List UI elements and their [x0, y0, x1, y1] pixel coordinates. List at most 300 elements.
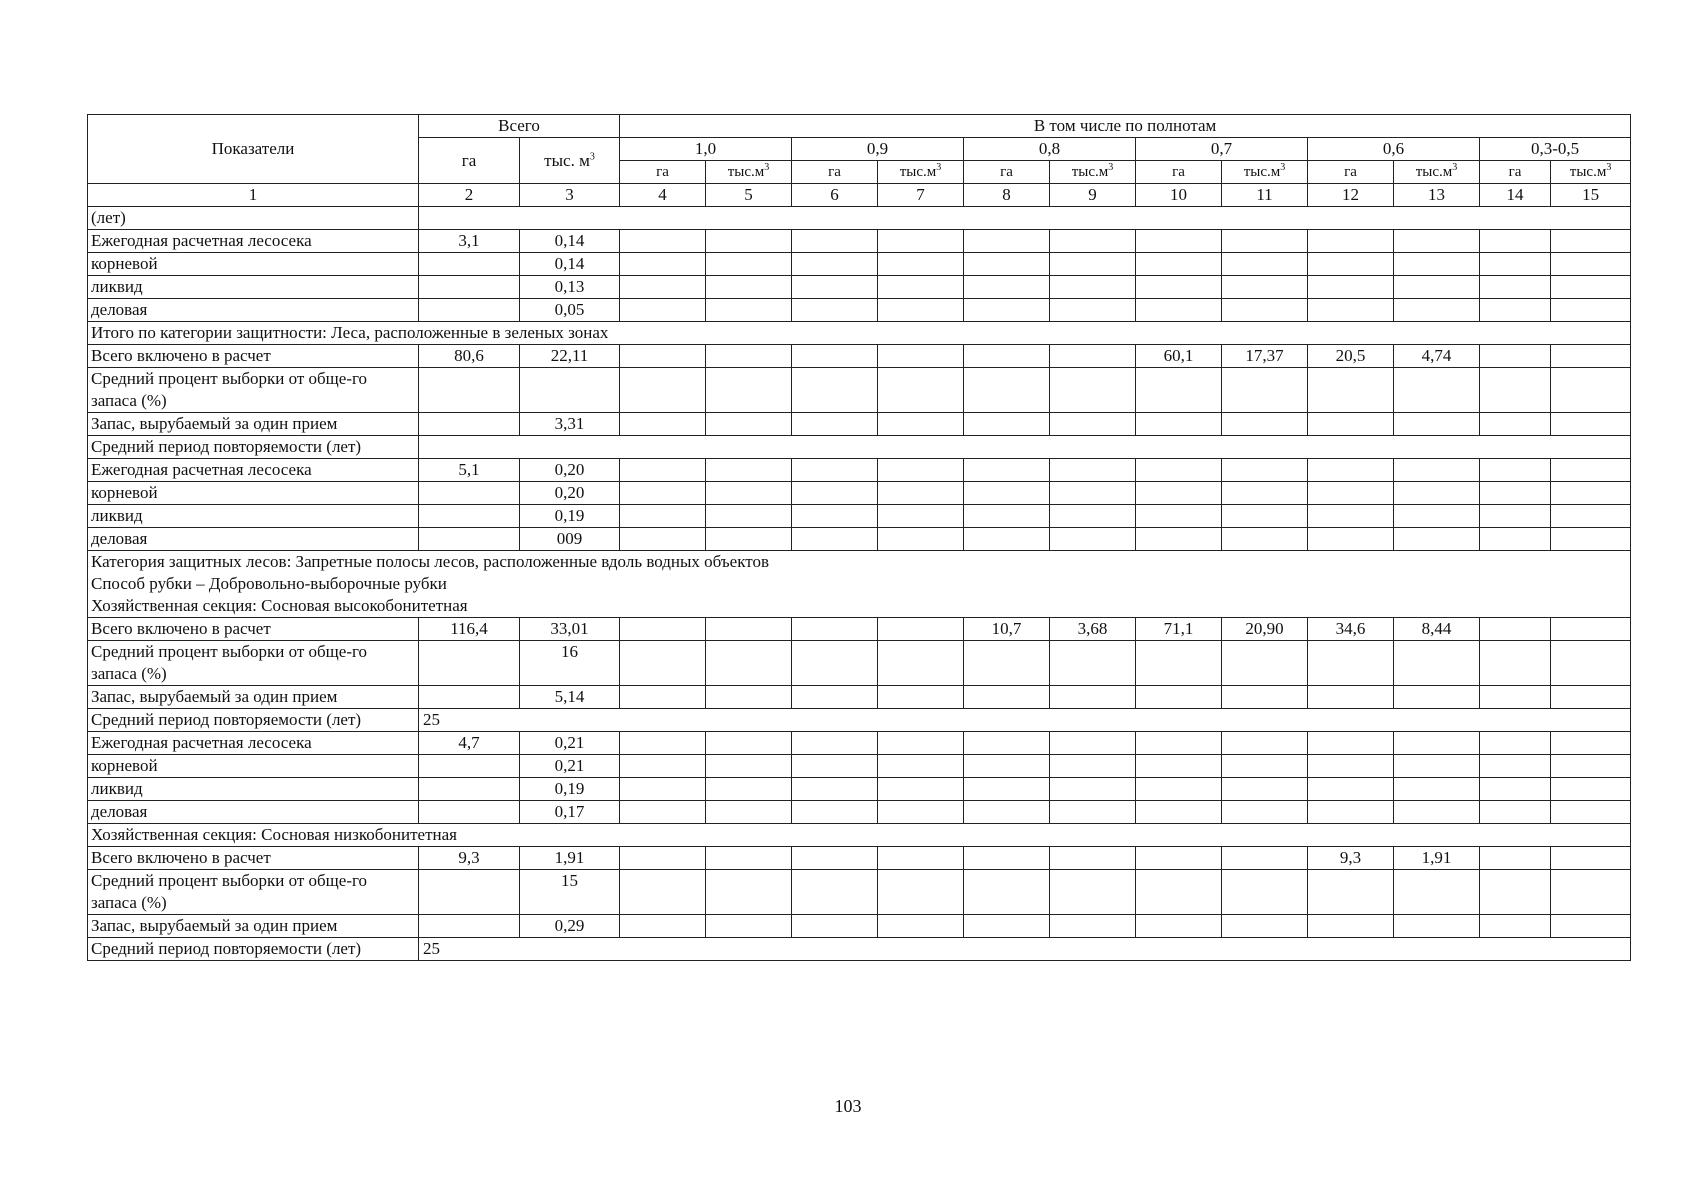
table-cell: 3,68	[1050, 618, 1136, 641]
table-cell	[1394, 870, 1480, 915]
table-cell: 9,3	[1308, 847, 1394, 870]
table-cell	[706, 505, 792, 528]
table-cell: 4,7	[419, 732, 520, 755]
table-cell	[1222, 778, 1308, 801]
table-cell	[792, 253, 878, 276]
table-cell	[1050, 641, 1136, 686]
table-cell	[620, 368, 706, 413]
table-cell	[1308, 778, 1394, 801]
table-cell	[1136, 299, 1222, 322]
table-cell	[706, 482, 792, 505]
table-cell: 33,01	[520, 618, 620, 641]
table-cell	[1050, 801, 1136, 824]
header-unit-volume	[1394, 161, 1480, 184]
table-cell: 5,14	[520, 686, 620, 709]
table-cell	[878, 368, 964, 413]
column-number: 14	[1480, 184, 1551, 207]
table-cell	[1308, 253, 1394, 276]
table-cell	[1394, 459, 1480, 482]
table-cell	[964, 459, 1050, 482]
column-number: 2	[419, 184, 520, 207]
header-superscript: 3	[1606, 162, 1612, 173]
header-unit-volume	[1050, 161, 1136, 184]
table-cell	[1394, 299, 1480, 322]
table-row	[88, 253, 1631, 276]
table-row	[88, 847, 1631, 870]
header-unit-volume-text: тыс.м	[1415, 164, 1453, 180]
table-cell	[1222, 686, 1308, 709]
table-cell	[878, 253, 964, 276]
table-cell	[1308, 641, 1394, 686]
header-superscript: 3	[1280, 162, 1286, 173]
table-row	[88, 207, 1631, 230]
table-cell	[878, 482, 964, 505]
table-cell	[964, 276, 1050, 299]
table-row	[88, 505, 1631, 528]
table-cell	[1050, 253, 1136, 276]
header-unit-volume	[878, 161, 964, 184]
table-cell: 20,5	[1308, 345, 1394, 368]
table-cell	[792, 801, 878, 824]
table-cell: 60,1	[1136, 345, 1222, 368]
header-unit-ha: га	[1308, 161, 1394, 184]
table-row	[88, 618, 1631, 641]
table-cell	[964, 253, 1050, 276]
column-number: 12	[1308, 184, 1394, 207]
table-cell	[792, 755, 878, 778]
header-superscript: 3	[1452, 162, 1458, 173]
section-heading-row	[88, 551, 1631, 618]
row-label: Всего включено в расчет	[88, 618, 419, 641]
table-cell	[706, 276, 792, 299]
table-cell	[878, 641, 964, 686]
table-cell	[1551, 641, 1631, 686]
section-heading-line: Хозяйственная секция: Сосновая низкобонитетная	[91, 825, 457, 844]
row-label: деловая	[88, 801, 419, 824]
header-density: 0,3-0,5	[1480, 138, 1631, 161]
table-row	[88, 709, 1631, 732]
row-label: Всего включено в расчет	[88, 345, 419, 368]
table-cell	[706, 641, 792, 686]
table-cell	[706, 618, 792, 641]
table-cell	[1136, 459, 1222, 482]
table-cell	[878, 505, 964, 528]
table-cell	[1222, 230, 1308, 253]
section-heading	[88, 322, 1631, 345]
table-cell	[1308, 870, 1394, 915]
column-number: 8	[964, 184, 1050, 207]
table-cell	[1308, 755, 1394, 778]
table-cell	[1222, 732, 1308, 755]
table-cell	[878, 459, 964, 482]
table-cell	[1308, 368, 1394, 413]
table-row	[88, 938, 1631, 961]
table-cell	[1050, 915, 1136, 938]
table-cell	[1050, 686, 1136, 709]
table-cell	[1551, 413, 1631, 436]
column-number: 10	[1136, 184, 1222, 207]
table-cell	[1136, 686, 1222, 709]
table-cell	[1050, 528, 1136, 551]
table-cell	[964, 870, 1050, 915]
table-cell: 8,44	[1394, 618, 1480, 641]
table-cell	[620, 915, 706, 938]
table-cell	[1480, 230, 1551, 253]
header-unit-ha: га	[1480, 161, 1551, 184]
header-unit-ha: га	[620, 161, 706, 184]
table-cell	[1222, 276, 1308, 299]
table-cell: 4,74	[1394, 345, 1480, 368]
section-heading	[88, 551, 1631, 618]
table-cell	[1222, 915, 1308, 938]
table-cell	[878, 528, 964, 551]
table-cell	[419, 870, 520, 915]
table-cell	[1480, 801, 1551, 824]
table-body	[88, 207, 1631, 961]
row-label: Ежегодная расчетная лесосека	[88, 732, 419, 755]
table-cell	[1480, 253, 1551, 276]
table-cell	[1136, 915, 1222, 938]
row-label: Запас, вырубаемый за один прием	[88, 686, 419, 709]
table-cell	[1050, 345, 1136, 368]
column-number: 5	[706, 184, 792, 207]
section-heading-line: Способ рубки – Добровольно-выборочные рубки	[91, 574, 447, 593]
table-cell: 0,21	[520, 755, 620, 778]
table-cell	[1480, 505, 1551, 528]
table-cell	[1136, 755, 1222, 778]
section-heading-line: Итого по категории защитности: Леса, расположенные в зеленых зонах	[91, 323, 609, 342]
table-cell	[792, 413, 878, 436]
table-cell	[1136, 870, 1222, 915]
table-cell	[792, 482, 878, 505]
table-cell	[1050, 847, 1136, 870]
table-cell: 0,14	[520, 230, 620, 253]
table-row	[88, 528, 1631, 551]
row-label: Всего включено в расчет	[88, 847, 419, 870]
table-cell	[1480, 778, 1551, 801]
table-row	[88, 299, 1631, 322]
table-cell: 80,6	[419, 345, 520, 368]
table-cell	[1394, 505, 1480, 528]
table-cell	[1222, 870, 1308, 915]
table-cell	[964, 686, 1050, 709]
table-cell	[1136, 253, 1222, 276]
table-cell	[1222, 641, 1308, 686]
table-cell	[878, 230, 964, 253]
table-cell	[964, 732, 1050, 755]
table-cell	[1050, 230, 1136, 253]
table-cell	[419, 413, 520, 436]
table-cell	[1136, 528, 1222, 551]
table-cell: 17,37	[1222, 345, 1308, 368]
table-cell	[1394, 778, 1480, 801]
table-cell: 71,1	[1136, 618, 1222, 641]
table-cell	[1394, 755, 1480, 778]
header-superscript: 3	[1108, 162, 1114, 173]
table-row	[88, 368, 1631, 413]
header-unit-ha: га	[1136, 161, 1222, 184]
table-cell	[792, 870, 878, 915]
table-cell	[620, 618, 706, 641]
table-cell	[1050, 505, 1136, 528]
header-unit-volume-text: тыс.м	[1071, 164, 1109, 180]
table-cell	[1222, 755, 1308, 778]
table-cell	[1308, 915, 1394, 938]
row-label: Средний процент выборки от обще-го запаса (%)	[88, 641, 419, 686]
section-heading-row	[88, 824, 1631, 847]
table-row	[88, 686, 1631, 709]
table-cell	[792, 847, 878, 870]
table-cell	[964, 299, 1050, 322]
section-heading	[88, 824, 1631, 847]
table-cell	[792, 345, 878, 368]
table-cell: 15	[520, 870, 620, 915]
table-cell	[1136, 505, 1222, 528]
table-cell	[419, 505, 520, 528]
table-cell	[620, 230, 706, 253]
section-heading-line: Хозяйственная секция: Сосновая высокобонитетная	[91, 596, 468, 615]
table-cell	[620, 641, 706, 686]
table-cell	[1394, 641, 1480, 686]
column-number: 7	[878, 184, 964, 207]
row-label: (лет)	[88, 207, 419, 230]
row-label: Средний период повторяемости (лет)	[88, 938, 419, 961]
column-number: 9	[1050, 184, 1136, 207]
table-row	[88, 732, 1631, 755]
table-cell	[1050, 732, 1136, 755]
table-cell	[1222, 528, 1308, 551]
table-cell	[1394, 413, 1480, 436]
table-cell	[792, 778, 878, 801]
header-superscript: 3	[764, 162, 770, 173]
table-cell: 0,14	[520, 253, 620, 276]
row-label: Запас, вырубаемый за один прием	[88, 915, 419, 938]
table-cell	[419, 482, 520, 505]
table-cell	[1551, 299, 1631, 322]
table-cell	[1551, 732, 1631, 755]
table-cell	[620, 413, 706, 436]
table-cell	[1551, 459, 1631, 482]
table-cell	[419, 299, 520, 322]
table-cell	[620, 732, 706, 755]
table-cell	[792, 368, 878, 413]
table-cell	[1050, 459, 1136, 482]
table-row	[88, 870, 1631, 915]
row-label: Средний процент выборки от обще-го запаса (%)	[88, 368, 419, 413]
table-cell	[419, 253, 520, 276]
table-cell	[1222, 253, 1308, 276]
table-cell	[1480, 847, 1551, 870]
table-cell	[1050, 778, 1136, 801]
table-cell	[1551, 253, 1631, 276]
table-cell	[1480, 528, 1551, 551]
table-cell	[792, 276, 878, 299]
table-cell: 0,19	[520, 778, 620, 801]
table-cell: 0,21	[520, 732, 620, 755]
row-label: Запас, вырубаемый за один прием	[88, 413, 419, 436]
table-cell	[878, 299, 964, 322]
table-cell	[1308, 459, 1394, 482]
table-cell	[1222, 368, 1308, 413]
table-cell	[878, 870, 964, 915]
table-row	[88, 778, 1631, 801]
table-cell	[1394, 482, 1480, 505]
table-cell	[706, 870, 792, 915]
table-cell	[620, 847, 706, 870]
row-label: Ежегодная расчетная лесосека	[88, 230, 419, 253]
table-cell	[419, 368, 520, 413]
table-cell	[1480, 641, 1551, 686]
table-cell	[1551, 528, 1631, 551]
table-cell	[964, 847, 1050, 870]
table-cell	[878, 778, 964, 801]
table-row	[88, 230, 1631, 253]
table-cell	[1222, 847, 1308, 870]
table-cell	[706, 230, 792, 253]
table-cell	[419, 801, 520, 824]
table-cell	[706, 299, 792, 322]
forest-calculation-table	[87, 114, 1631, 961]
table-cell	[1222, 413, 1308, 436]
table-cell	[964, 755, 1050, 778]
header-density: 0,8	[964, 138, 1136, 161]
table-cell: 0,29	[520, 915, 620, 938]
table-cell	[964, 505, 1050, 528]
header-total: Всего	[419, 115, 620, 138]
table-cell	[1308, 413, 1394, 436]
table-cell	[419, 686, 520, 709]
table-cell	[1394, 253, 1480, 276]
row-label: корневой	[88, 253, 419, 276]
table-cell	[1308, 299, 1394, 322]
table-cell	[419, 755, 520, 778]
table-cell	[1551, 686, 1631, 709]
table-cell	[419, 915, 520, 938]
header-column-numbers	[88, 184, 1631, 207]
row-span-value: 25	[419, 709, 1631, 732]
header-superscript: 3	[936, 162, 942, 173]
table-cell	[964, 345, 1050, 368]
table-cell	[1551, 915, 1631, 938]
table-cell	[1480, 368, 1551, 413]
row-label: корневой	[88, 482, 419, 505]
table-cell	[964, 368, 1050, 413]
table-cell	[964, 915, 1050, 938]
section-heading-line: Категория защитных лесов: Запретные полосы лесов, расположенные вдоль водных объектов	[91, 552, 769, 571]
table-cell	[620, 505, 706, 528]
table-cell	[1480, 618, 1551, 641]
table-row	[88, 755, 1631, 778]
table-cell	[1308, 528, 1394, 551]
table-cell	[1394, 686, 1480, 709]
table-cell	[792, 230, 878, 253]
table-cell	[1551, 870, 1631, 915]
table-cell	[792, 686, 878, 709]
header-unit-volume	[1222, 161, 1308, 184]
table-cell	[1222, 299, 1308, 322]
column-number: 6	[792, 184, 878, 207]
section-heading-row	[88, 322, 1631, 345]
row-span-value	[419, 436, 1631, 459]
table-cell	[878, 276, 964, 299]
header-by-density: В том числе по полнотам	[620, 115, 1631, 138]
table-cell	[1551, 345, 1631, 368]
table-cell	[1480, 686, 1551, 709]
table-cell	[964, 778, 1050, 801]
header-unit-volume-text: тыс.м	[1569, 164, 1607, 180]
table-cell	[706, 459, 792, 482]
header-total-volume-text: тыс. м	[544, 150, 590, 170]
table-cell	[964, 641, 1050, 686]
table-cell	[1551, 778, 1631, 801]
table-cell	[1480, 482, 1551, 505]
table-cell	[1136, 732, 1222, 755]
column-number: 4	[620, 184, 706, 207]
column-number: 15	[1551, 184, 1631, 207]
table-cell	[878, 413, 964, 436]
header-indicators: Показатели	[88, 115, 419, 184]
table-cell	[792, 641, 878, 686]
table-cell	[1222, 482, 1308, 505]
table-cell	[878, 755, 964, 778]
table-cell	[1050, 276, 1136, 299]
table-cell: 0,17	[520, 801, 620, 824]
table-cell	[792, 732, 878, 755]
table-cell	[1222, 459, 1308, 482]
table-cell	[878, 732, 964, 755]
table-cell	[1394, 915, 1480, 938]
table-cell: 0,20	[520, 482, 620, 505]
table-cell	[878, 345, 964, 368]
header-density: 0,7	[1136, 138, 1308, 161]
table-cell	[1308, 230, 1394, 253]
table-row	[88, 801, 1631, 824]
table-cell	[964, 482, 1050, 505]
table-cell	[1480, 459, 1551, 482]
table-cell	[1551, 368, 1631, 413]
table-cell	[1551, 505, 1631, 528]
table-cell: 10,7	[964, 618, 1050, 641]
table-cell	[1308, 732, 1394, 755]
row-label: Ежегодная расчетная лесосека	[88, 459, 419, 482]
table-cell	[620, 755, 706, 778]
row-label: деловая	[88, 528, 419, 551]
header-density: 0,6	[1308, 138, 1480, 161]
table-row	[88, 641, 1631, 686]
table-cell	[1308, 482, 1394, 505]
table-cell	[620, 528, 706, 551]
row-label: деловая	[88, 299, 419, 322]
table-cell	[1394, 230, 1480, 253]
page-number: 103	[834, 1096, 862, 1116]
table-cell	[1480, 870, 1551, 915]
table-cell	[1136, 778, 1222, 801]
table-cell	[620, 345, 706, 368]
table-cell	[792, 505, 878, 528]
table-cell	[419, 778, 520, 801]
table-cell	[1394, 276, 1480, 299]
table-cell	[1308, 801, 1394, 824]
table-cell: 16	[520, 641, 620, 686]
table-row	[88, 413, 1631, 436]
table-cell	[1480, 345, 1551, 368]
header-density: 0,9	[792, 138, 964, 161]
table-cell	[964, 230, 1050, 253]
column-number: 1	[88, 184, 419, 207]
table-cell	[792, 459, 878, 482]
table-row	[88, 459, 1631, 482]
table-cell	[1136, 368, 1222, 413]
